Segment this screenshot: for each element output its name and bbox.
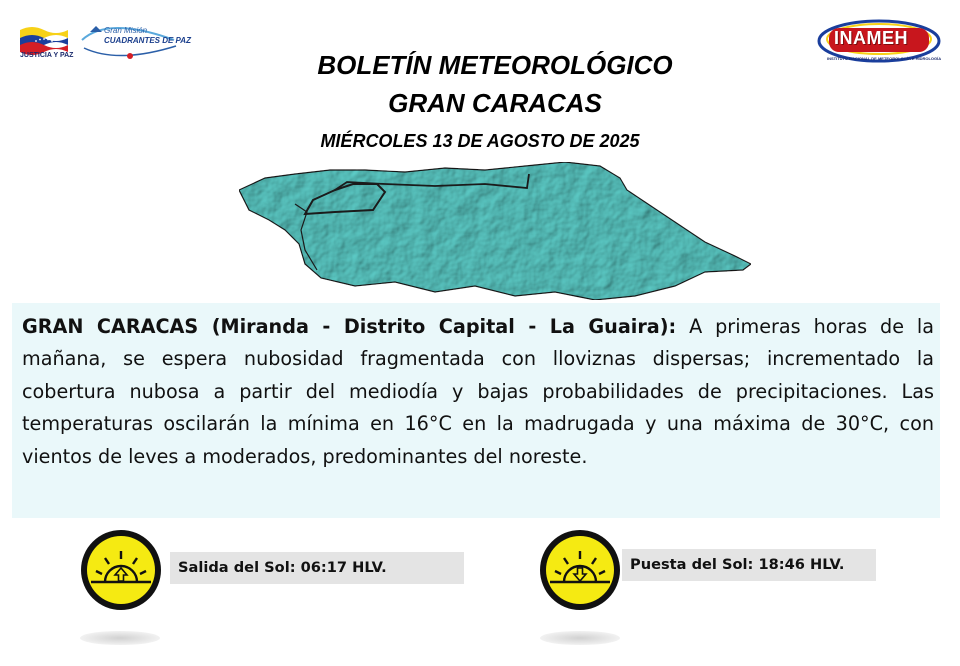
region-title: GRAN CARACAS [388,88,602,118]
cuadrantes-de-paz-text: CUADRANTES DE PAZ [104,36,191,45]
forecast-text [22,311,934,473]
bulletin-title: BOLETÍN METEOROLÓGICO [317,50,673,80]
justicia-y-paz-caption: JUSTICIA Y PAZ [20,52,74,59]
sunset-shadow [540,631,620,645]
map-region-shape [239,162,751,300]
sunrise-icon [79,528,163,612]
sunrise-time-label: Salida del Sol: 06:17 HLV. [170,552,464,584]
gran-caracas-map [235,160,755,305]
sunset-time-label: Puesta del Sol: 18:46 HLV. [622,549,876,581]
gran-mision-text: Gran Misión [104,26,148,35]
forecast-body: A primeras horas de la mañana, se espera nubosidad fragmentada con lloviznas dispersas; incrementado la cobertura nubosa a partir del mediodía y bajas probabilidades de precipitaciones. Las temperaturas oscilarán la mínima en 16°C en la madrugada y una máxima de 30°C, con vientos de leves a moderados, predominantes del noreste. [22,315,934,468]
sunrise-shadow [80,631,160,645]
forecast-region: GRAN CARACAS (Miranda - Distrito Capital - La Guaira): [22,315,677,338]
bulletin-date: MIÉRCOLES 13 DE AGOSTO DE 2025 [320,131,640,151]
sunset-icon [538,528,622,612]
inameh-subtitle: INSTITUTO NACIONAL DE METEOROLOGÍA E HIDROLOGÍA [827,56,942,61]
inameh-wordmark: INAMEH [834,28,908,48]
